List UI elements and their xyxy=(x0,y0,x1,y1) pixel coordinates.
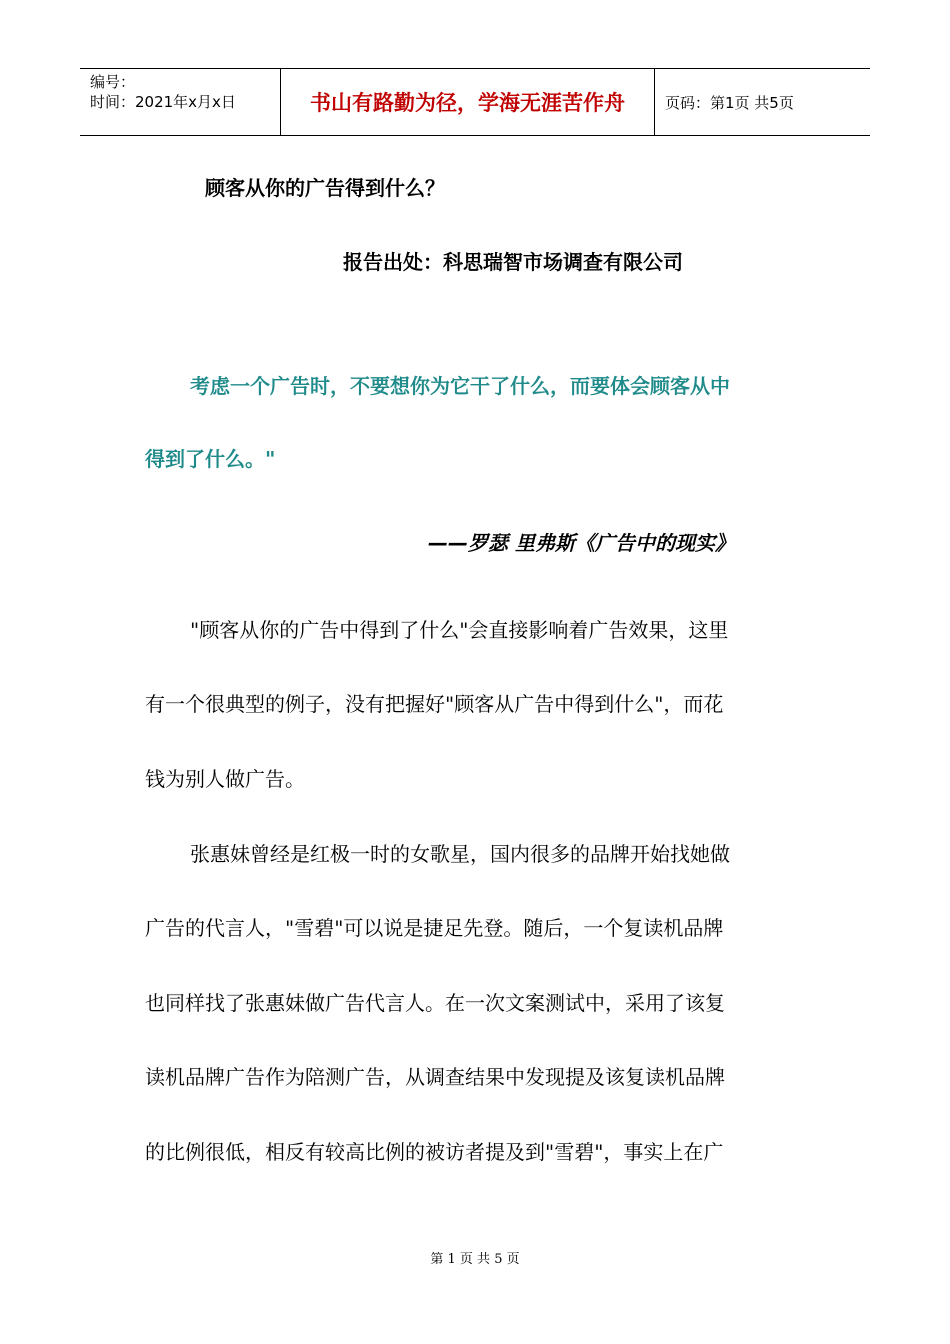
quote-line: 得到了什么。" xyxy=(145,447,276,471)
paragraph-2-line: 读机品牌广告作为陪测广告，从调查结果中发现提及该复读机品牌 xyxy=(145,1065,725,1089)
header-page-info: 页码：第1页 共5页 xyxy=(665,93,794,112)
paragraph-2-line: 广告的代言人，"雪碧"可以说是捷足先登。随后，一个复读机品牌 xyxy=(145,916,724,940)
page-footer: 第 1 页 共 5 页 xyxy=(430,1252,520,1267)
paragraph-1-line: 有一个很典型的例子，没有把握好"顾客从广告中得到什么"，而花 xyxy=(145,692,724,716)
document-title: 顾客从你的广告得到什么？ xyxy=(205,176,445,200)
paragraph-1-line: 钱为别人做广告。 xyxy=(145,767,305,791)
paragraph-1-line: "顾客从你的广告中得到了什么"会直接影响着广告效果，这里 xyxy=(190,618,729,642)
quote-line: 考虑一个广告时，不要想你为它干了什么，而要体会顾客从中 xyxy=(190,374,730,398)
header-motto: 书山有路勤为径，学海无涯苦作舟 xyxy=(281,69,655,135)
paragraph-2-line: 也同样找了张惠妹做广告代言人。在一次文案测试中，采用了该复 xyxy=(145,991,725,1015)
quote-attribution: ——罗瑟 里弗斯《广告中的现实》 xyxy=(428,531,735,555)
date-label: 时间：2021年x月x日 xyxy=(90,93,236,111)
number-label: 编号： xyxy=(90,73,136,91)
report-source: 报告出处：科思瑞智市场调查有限公司 xyxy=(343,250,683,274)
paragraph-2-line: 的比例很低，相反有较高比例的被访者提及到"雪碧"，事实上在广 xyxy=(145,1140,724,1164)
paragraph-2-line: 张惠妹曾经是红极一时的女歌星，国内很多的品牌开始找她做 xyxy=(190,842,730,866)
header-meta-cell xyxy=(80,69,281,135)
header-table xyxy=(80,68,870,136)
